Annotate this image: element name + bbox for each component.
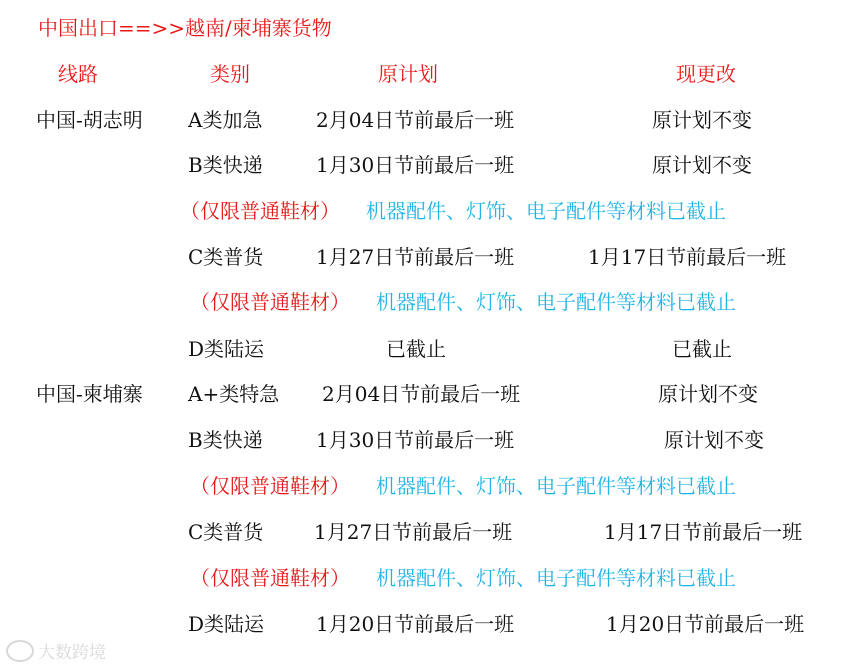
row-plan: 2月04日节前最后一班: [322, 382, 521, 406]
watermark-logo-icon: [6, 640, 34, 662]
note-cutoff: 机器配件、灯饰、电子配件等材料已截止: [376, 566, 736, 590]
row-category: A+类特急: [188, 382, 280, 406]
row-category: B类快递: [188, 153, 263, 177]
row-plan: 2月04日节前最后一班: [316, 108, 515, 132]
row-plan: 已截止: [386, 337, 446, 361]
header-category: 类别: [210, 62, 250, 86]
row-category: B类快递: [188, 428, 263, 452]
header-route: 线路: [58, 62, 98, 86]
row-plan: 1月27日节前最后一班: [314, 520, 513, 544]
header-changed: 现更改: [676, 62, 736, 86]
row-change: 原计划不变: [664, 428, 764, 452]
watermark-text: 大数跨境: [38, 643, 106, 663]
row-change: 已截止: [672, 337, 732, 361]
note-restriction: （仅限普通鞋材）: [190, 566, 350, 590]
note-restriction: （仅限普通鞋材）: [180, 199, 340, 223]
note-cutoff: 机器配件、灯饰、电子配件等材料已截止: [376, 474, 736, 498]
row-change: 原计划不变: [652, 153, 752, 177]
row-plan: 1月30日节前最后一班: [316, 153, 515, 177]
row-change: 1月20日节前最后一班: [606, 612, 805, 636]
row-change: 1月17日节前最后一班: [604, 520, 803, 544]
row-category: D类陆运: [188, 337, 265, 361]
route-label-cambodia: 中国-柬埔寨: [36, 382, 143, 406]
note-cutoff: 机器配件、灯饰、电子配件等材料已截止: [376, 290, 736, 314]
row-plan: 1月27日节前最后一班: [316, 245, 515, 269]
note-cutoff: 机器配件、灯饰、电子配件等材料已截止: [366, 199, 726, 223]
row-category: D类陆运: [188, 612, 265, 636]
row-change: 1月17日节前最后一班: [588, 245, 787, 269]
row-change: 原计划不变: [658, 382, 758, 406]
row-plan: 1月30日节前最后一班: [316, 428, 515, 452]
row-category: C类普货: [188, 520, 264, 544]
watermark: [6, 638, 106, 663]
route-label-hcm: 中国-胡志明: [36, 108, 143, 132]
row-category: A类加急: [188, 108, 263, 132]
header-original-plan: 原计划: [378, 62, 438, 86]
page-title: 中国出口==>>越南/柬埔寨货物: [38, 16, 332, 40]
note-restriction: （仅限普通鞋材）: [190, 290, 350, 314]
row-change: 原计划不变: [652, 108, 752, 132]
row-category: C类普货: [188, 245, 264, 269]
note-restriction: （仅限普通鞋材）: [190, 474, 350, 498]
row-plan: 1月20日节前最后一班: [316, 612, 515, 636]
